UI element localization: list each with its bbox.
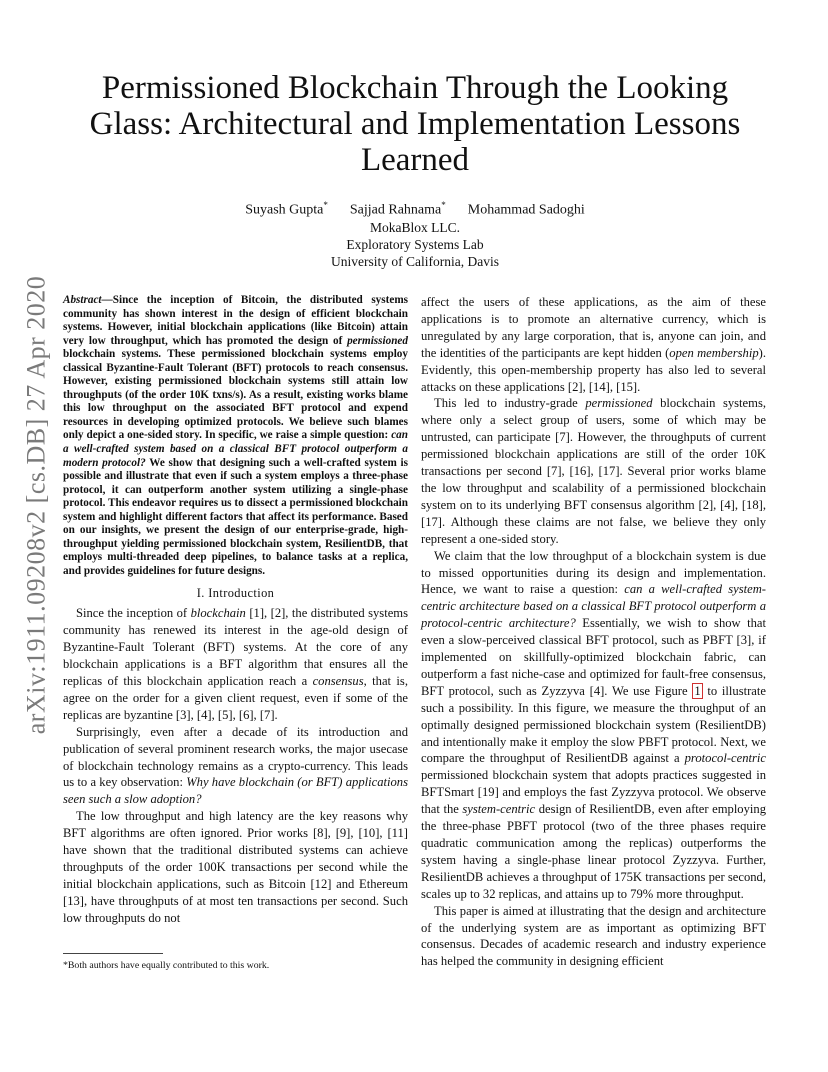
footnote-divider xyxy=(63,953,163,954)
body-paragraph: This led to industry-grade permissioned blockchain systems, where only a select group of users, some of which may be untrusted, can participate [7]. However, the throughputs of current permissioned blockchain applications are still of the order 10K transactions per second [7], [16], [17]. Several prior works blame the low throughput and scalability of a permissioned blockchain system on to its underlying BFT consensus algorithm [2], [4], [18], [17]. Although these claims are not false, we believe they only represent a one-sided story. xyxy=(421,396,766,546)
author-list xyxy=(70,200,760,219)
paper-title: Permissioned Blockchain Through the Looking Glass: Architectural and Implementation Lessons Learned xyxy=(89,70,741,178)
right-column xyxy=(421,294,766,970)
author: Sajjad Rahnama* xyxy=(349,200,446,218)
arxiv-identifier: arXiv:1911.09208v2 [cs.DB] 27 Apr 2020 xyxy=(21,275,50,735)
footnote: *Both authors have equally contributed to this work. xyxy=(63,960,270,971)
left-column xyxy=(63,294,408,927)
figure-reference-link[interactable]: 1 xyxy=(694,683,701,698)
body-paragraph: Surprisingly, even after a decade of its introduction and publication of several prominent research works, the major usecase of blockchain technology remains as a crypto-currency. This leads us to a key observation: Why have blockchain (or BFT) applications seen such a slow adoption? xyxy=(63,724,408,807)
body-paragraph: We claim that the low throughput of a blockchain system is due to missed opportunities during its design and implementation. Hence, we want to raise a question: can a well-crafted system-centric architecture based on a classical BFT protocol outperform a protocol-centric architecture? Essentially, we wish to show that even a slow-perceived classical BFT protocol, such as PBFT [3], if implemented on skillfully-optimized blockchain fabric, can outperform a fast niche-case and optimized for fault-free consensus, BFT protocol, such as Zyzzyva [4]. We use Figure 1 to illustrate such a possibility. In this figure, we measure the throughput of an optimally designed permissioned blockchain system (ResilientDB) and intentionally make it employ the slow PBFT protocol. Next, we compare the throughput of ResilientDB against a protocol-centric permissioned blockchain system that adopts practices suggested in BFTSmart [19] and employs the fast Zyzzyva protocol. We observe that the system-centric design of ResilientDB, even after employing the three-phase PBFT protocol (two of the three phases require quadratic communication among the replicas) outperforms the system having a single-phase linear protocol Zyzzyva. Further, ResilientDB achieves a throughput of 175K transactions per second, scales up to 32 replicas, and attains up to 79% more throughput. xyxy=(421,548,766,901)
body-paragraph: Since the inception of blockchain [1], [2], the distributed systems community has renewed its interest in the age-old design of Byzantine-Fault Tolerant (BFT) systems. At the core of any blockchain applications is a BFT algorithm that ensures all the replicas of this blockchain application reach a consensus, that is, agree on the order for a given client request, even if some of the replicas are byzantine [3], [4], [5], [6], [7]. xyxy=(63,606,408,722)
body-paragraph: This paper is aimed at illustrating that the design and architecture of the underlying system are as important as optimizing BFT consensus. Decades of academic research and industry experience has helped the community in designing efficient xyxy=(421,903,766,969)
affiliation: MokaBlox LLC. Exploratory Systems Lab University of California, Davis xyxy=(331,220,499,269)
body-paragraph: The low throughput and high latency are the key reasons why BFT algorithms are often ignored. Prior works [8], [9], [10], [11] have shown that the traditional distributed systems can achieve throughputs of the order 100K transactions per second while the initial blockchain applications, such as Bitcoin [12] and Ethereum [13], have throughputs of at most ten transactions per second. Such low throughputs do not xyxy=(63,809,408,925)
author: Mohammad Sadoghi xyxy=(467,202,585,218)
abstract: Abstract—Since the inception of Bitcoin, the distributed systems community has shown interest in the design of efficient blockchain systems. However, initial blockchain applications (like Bitcoin) attain very low throughput, which has promoted the design of permissioned blockchain systems. These permissioned blockchain systems employ classical Byzantine-Fault Tolerant (BFT) protocols to reach consensus. However, existing permissioned blockchain systems still attain low throughputs (of the order 10K txns/s). As a result, existing works blame this low throughput on the associated BFT protocol and expend resources in developing optimized protocols. We believe such blames only depict a one-sided story. In specific, we raise a simple question: can a well-crafted system based on a classical BFT protocol outperform a modern protocol? We show that designing such a well-crafted system is possible and illustrate that even if such a system employs a three-phase protocol, it can outperform another system utilizing a single-phase protocol. This endeavor requires us to dissect a permissioned blockchain system and highlight different factors that affect its performance. Based on our insights, we present the design of our enterprise-grade, high-throughput yielding permissioned blockchain system, ResilientDB, that employs multi-threaded deep pipelines, to balance tasks at a replica, and provides guidelines for future designs. xyxy=(63,294,408,577)
section-heading: I. Introduction xyxy=(196,586,275,601)
body-paragraph: affect the users of these applications, as the aim of these applications is to promote an alternative currency, which is unregulated by any large corporation, that is, anyone can join, and the identities of the participants are kept hidden (open membership). Evidently, this open-membership property has also led to several attacks on these applications [2], [14], [15]. xyxy=(421,295,766,394)
author: Suyash Gupta* xyxy=(245,200,328,218)
